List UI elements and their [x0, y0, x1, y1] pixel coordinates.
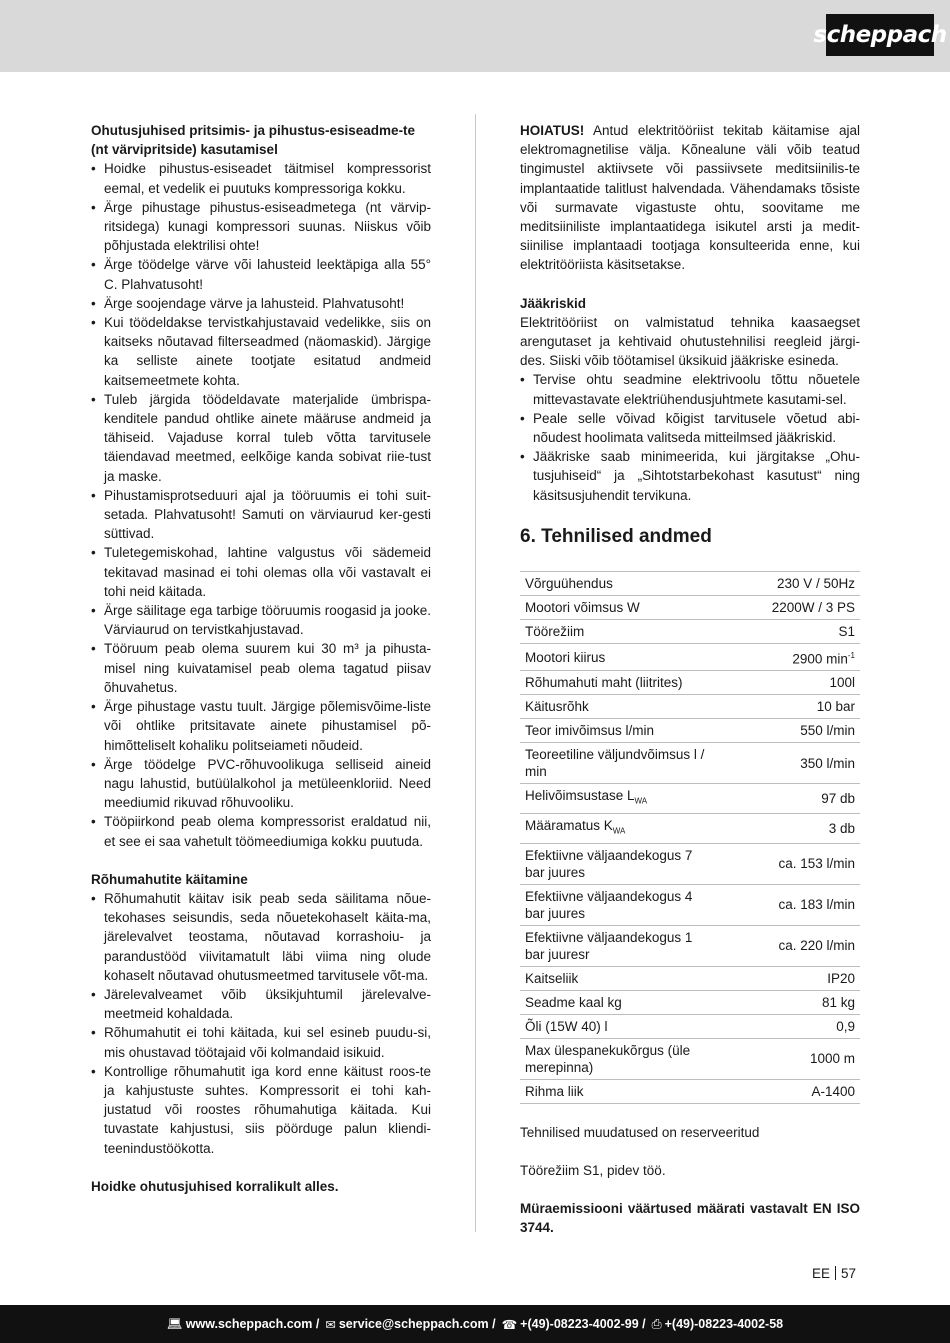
- table-row: [520, 814, 860, 844]
- note-noise-emission: Müraemissiooni väärtused määrati vastavalt EN ISO 3744.: [520, 1201, 860, 1236]
- list-item: • Ärge pihustage pihustus-esiseadmetega (nt värvip-ritsidega) kunagi kompressori suunas. Niiskus võib põhjustada elektrilisi ohte!: [91, 198, 431, 256]
- footer-web[interactable]: www.scheppach.com /: [185, 1317, 320, 1331]
- table-row: [520, 1038, 860, 1079]
- spec-value: 3 db: [720, 814, 860, 844]
- spec-value: ca. 183 l/min: [720, 884, 860, 925]
- section-heading-pressure-vessel: Rõhumahutite käitamine: [91, 871, 248, 887]
- spec-label: Rihma liik: [520, 1079, 720, 1103]
- section-heading-residual-risks: Jääkriskid: [520, 295, 587, 311]
- spec-value: 550 l/min: [720, 719, 860, 743]
- column-divider: [475, 114, 476, 1232]
- spec-label: Mootori kiirus: [520, 643, 720, 671]
- list-item: • Tervise ohtu seadmine elektrivoolu tõttu nõuetele mittevastavate elektriühendusjuhtmete kasutami-sel.: [520, 370, 860, 408]
- footer-mail[interactable]: service@scheppach.com /: [338, 1317, 496, 1331]
- right-column: [520, 121, 860, 1238]
- spec-value: S1: [720, 619, 860, 643]
- footer-fax: +(49)-08223-4002-58: [664, 1317, 784, 1331]
- list-item: • Ärge säilitage ega tarbige tööruumis roogasid ja jooke. Värviaurud on tervistkahjustavad.: [91, 601, 431, 639]
- spec-table: [520, 571, 860, 1104]
- warning-label: HOIATUS!: [520, 123, 585, 138]
- table-row: [520, 843, 860, 884]
- pressure-vessel-list: [91, 889, 431, 1158]
- table-row: [520, 595, 860, 619]
- table-row: [520, 671, 860, 695]
- spec-value: 2200W / 3 PS: [720, 595, 860, 619]
- spec-label: Töörežiim: [520, 619, 720, 643]
- table-row: [520, 571, 860, 595]
- spec-label: Teoreetiline väljundvõimsus l / min: [520, 743, 720, 784]
- spec-label: Õli (15W 40) l: [520, 1014, 720, 1038]
- spec-label: Kaitseliik: [520, 966, 720, 990]
- list-item: • Kontrollige rõhumahutit iga kord enne käitust roos-te ja kahjustuste suhtes. Kompressorit ei tohi kah-justatud või roostes rõhumahutiga käitada. Kui tuvastate kahjustusi, siis pöörduge palun kliendi-teenindustöökotta.: [91, 1062, 431, 1158]
- list-item: • Ärge töödelge PVC-rõhuvoolikuga selliseid aineid nagu lahustid, butüülalkohol ja metüleenkloriid. Need meediumid rikuvad rõhuvooliku.: [91, 755, 431, 813]
- table-row: [520, 619, 860, 643]
- header-band: [0, 0, 950, 72]
- residual-risk-list: [520, 370, 860, 504]
- spec-value: 2900 $\min^{-1}$: [720, 643, 860, 671]
- list-item: • Tööpiirkond peab olema kompressorist eraldatud nii, et see ei saa vahetult töömeediumiga kokku puutuda.: [91, 812, 431, 850]
- spec-label: Max ülespanekukõrgus (üle merepinna): [520, 1038, 720, 1079]
- warning-text: Antud elektritööriist tekitab käitamise ajal elektromagnetilise välja. Kõnealune väli võib teatud tingimustel aktiivsete või passiivsete meditsiinilis-te implantaatide talitlust halvendada. Vähendamaks tõsiste või surmavate vigastuste ohtu, soovitame me meditsiiniliste implantaatidega isikutel arsti ja medit-siinilise implantaadi tootjaga konsulteerida enne, kui elektritööriista käsitsetakse.: [520, 123, 860, 273]
- brand-logo: scheppach: [826, 14, 934, 56]
- spec-label: Efektiivne väljaandekogus 1 bar juuresr: [520, 925, 720, 966]
- table-row: [520, 743, 860, 784]
- spec-value: 81 kg: [720, 990, 860, 1014]
- spec-label: Seadme kaal kg: [520, 990, 720, 1014]
- spec-label: Helivõimsustase $L_{WA}$: [520, 784, 720, 814]
- spec-label: Rõhumahuti maht (liitrites): [520, 671, 720, 695]
- table-row: [520, 1079, 860, 1103]
- spec-value: 350 l/min: [720, 743, 860, 784]
- section-heading-spray: Ohutusjuhised pritsimis- ja pihustus-esiseadme-te (nt värvipritside) kasutamisel: [91, 123, 416, 158]
- spray-safety-list: [91, 159, 431, 850]
- page-number-value: 57: [841, 1266, 857, 1281]
- list-item: • Tuleb järgida töödeldavate materjalide ümbrispa-kenditele pandud ohtlike ainete määruse andmeid ja tähiseid. Vajaduse korral tuleb võtta tarvitusele täiendavad meetmed, eelkõige kanda sobivat riie-tust ja maske.: [91, 390, 431, 486]
- table-row: [520, 695, 860, 719]
- spec-value: IP20: [720, 966, 860, 990]
- spec-value: ca. 153 l/min: [720, 843, 860, 884]
- computer-icon: 💻︎: [166, 1316, 183, 1331]
- list-item: • Ärge pihustage vastu tuult. Järgige põlemisvõime-liste või ohtlike pritsitavate ainete pihustamisel põ-himõtteliselt kohaliku politseiameti nõudeid.: [91, 697, 431, 755]
- table-row: [520, 925, 860, 966]
- spec-value: 97 db: [720, 784, 860, 814]
- list-item: • Rõhumahutit ei tohi käitada, kui sel esineb puudu-si, mis ohustavad töötajaid või kolmandaid isikuid.: [91, 1023, 431, 1061]
- spec-value: ca. 220 l/min: [720, 925, 860, 966]
- page-number: [812, 1266, 856, 1281]
- spec-value: 230 V / 50Hz: [720, 571, 860, 595]
- spec-value: 1000 m: [720, 1038, 860, 1079]
- list-item: • Jääkriske saab minimeerida, kui järgitakse „Ohu-tusjuhiseid“ ja „Sihtotstarbekohast kasutust“ ning käsitsusjuhendit tervikuna.: [520, 447, 860, 505]
- spec-value: 0,9: [720, 1014, 860, 1038]
- spec-label: Teor imivõimsus l/min: [520, 719, 720, 743]
- spec-value: 10 bar: [720, 695, 860, 719]
- spec-value: 100l: [720, 671, 860, 695]
- table-row: [520, 1014, 860, 1038]
- list-item: • Pihustamisprotseduuri ajal ja tööruumis ei tohi suit-setada. Plahvatusoht! Samuti on värviaurud ker-gesti süttivad.: [91, 486, 431, 544]
- emf-warning: [520, 121, 860, 275]
- spec-label: Käitusrõhk: [520, 695, 720, 719]
- list-item: • Tuletegemiskohad, lahtine valgustus või sädemeid tekitavad masinad ei tohi olemas olla või vastavalt ei tohi neid käitada.: [91, 543, 431, 601]
- note-operating-mode: Töörežiim S1, pidev töö.: [520, 1162, 666, 1178]
- note-technical-changes: Tehnilised muudatused on reserveeritud: [520, 1124, 760, 1140]
- list-item: • Ärge töödelge värve või lahusteid leektäpiga alla 55° C. Plahvatusoht!: [91, 255, 431, 293]
- spec-label: Efektiivne väljaandekogus 7 bar juures: [520, 843, 720, 884]
- fax-icon: ⎙: [651, 1316, 662, 1331]
- residual-intro: Elektritööriist on valmistatud tehnika kaasaegset arengutaset ja kehtivaid ohutustehnilisi reegleid järgi-des. Siiski võib töötamisel üksikuid jääkriske esineda.: [520, 314, 860, 369]
- page-lang: EE: [812, 1266, 831, 1281]
- table-row: [520, 643, 860, 671]
- spec-label: Võrguühendus: [520, 571, 720, 595]
- table-row: [520, 784, 860, 814]
- footer-phone: +(49)-08223-4002-99 /: [520, 1317, 646, 1331]
- list-item: • Ärge soojendage värve ja lahusteid. Plahvatusoht!: [91, 294, 431, 313]
- mail-icon: ✉: [325, 1317, 336, 1332]
- list-item: • Tööruum peab olema suurem kui 30 m³ ja pihusta-misel ning kuivatamisel peab olema tagatud piisav õhuvahetus.: [91, 639, 431, 697]
- list-item: • Peale selle võivad kõigist tarvitusele võetud abi-nõudest hoolimata valitseda mitteilmsed jääkriskid.: [520, 409, 860, 447]
- table-row: [520, 719, 860, 743]
- spec-label: Mootori võimsus W: [520, 595, 720, 619]
- spec-label: Efektiivne väljaandekogus 4 bar juures: [520, 884, 720, 925]
- list-item: • Rõhumahutit käitav isik peab seda säilitama nõue-tekohases seisundis, seda nõuetekohaselt käita-ma, järelevalvet teostama, nõutavad korrashoiu- ja parandustööd viivitamatult läbi viima ning olude kohaselt nõutavad ohutusmeetmed tarvitusele võt-ma.: [91, 889, 431, 985]
- footer-bar: [0, 1305, 950, 1343]
- section-title-technical-data: 6. Tehnilised andmed: [520, 525, 712, 547]
- spec-value: A-1400: [720, 1079, 860, 1103]
- spec-label: Määramatus $K_{WA}$: [520, 814, 720, 844]
- list-item: • Järelevalveamet võib üksikjuhtumil järelevalve-meetmeid kohaldada.: [91, 985, 431, 1023]
- table-row: [520, 990, 860, 1014]
- left-column: [91, 121, 431, 1196]
- list-item: • Kui töödeldakse tervistkahjustavaid vedelikke, siis on kaitseks nõutavad filterseadmed (näomaskid). Järgige ka selliste ainete tootjate esitatud andmeid kaitsemeetmete kohta.: [91, 313, 431, 390]
- closing-note: Hoidke ohutusjuhised korralikult alles.: [91, 1178, 339, 1194]
- list-item: • Hoidke pihustus-esiseadet täitmisel kompressorist eemal, et vedelik ei puutuks kompressoriga kokku.: [91, 159, 431, 197]
- table-row: [520, 966, 860, 990]
- phone-icon: ☎: [501, 1317, 518, 1332]
- table-row: [520, 884, 860, 925]
